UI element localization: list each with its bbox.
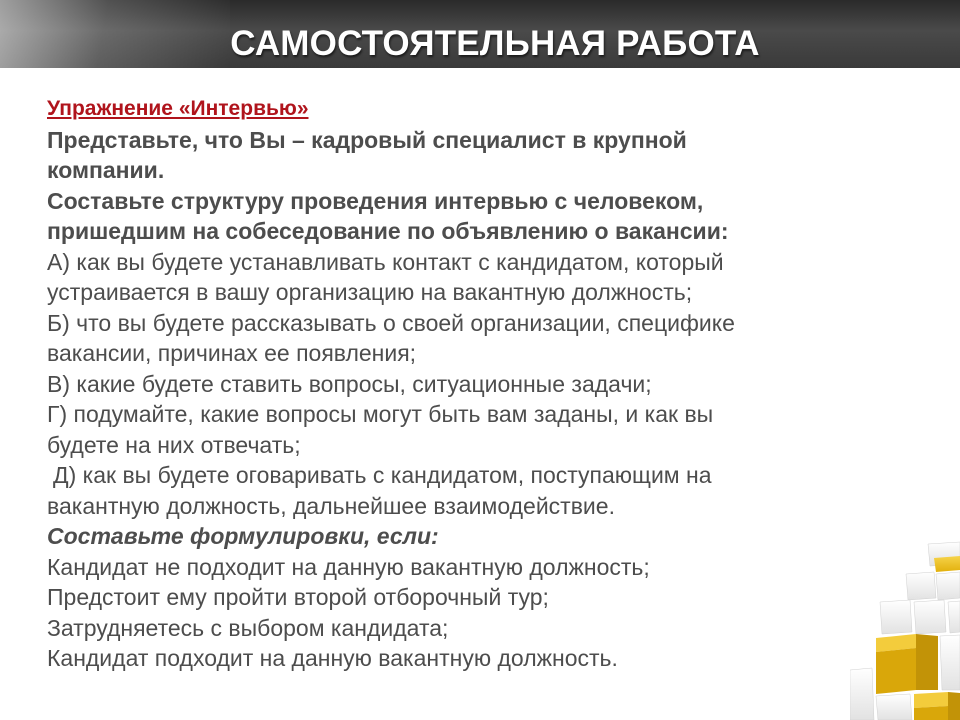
white-cube-3 <box>880 600 960 634</box>
item-e-line-1: Д) как вы будете оговаривать с кандидатом, поступающим на <box>53 462 712 488</box>
item-b-line-2: вакансии, причинах ее появления; <box>47 340 417 366</box>
item-e-line-2: вакантную должность, дальнейшее взаимодействие. <box>47 492 615 519</box>
case-3: Затрудняетесь с выбором кандидата; <box>47 614 449 641</box>
item-d-line-2: будете на них отвечать; <box>47 431 301 458</box>
task-line-1: Составьте структуру проведения интервью с человеком, <box>47 187 704 214</box>
case-2: Предстоит ему пройти второй отборочный тур; <box>47 584 549 610</box>
yellow-cube-2 <box>876 634 938 694</box>
case-1: Кандидат не подходит на данную вакантную должность; <box>47 553 650 580</box>
yellow-cube-1 <box>934 556 960 572</box>
title-bar <box>0 0 960 68</box>
case-4: Кандидат подходит на данную вакантную должность. <box>47 645 618 671</box>
decorative-cubes <box>850 540 960 720</box>
intro-line-2: компании. <box>47 157 165 183</box>
slide-content <box>47 94 877 674</box>
task-line-2: пришедшим на собеседование по объявлению о вакансии: <box>47 218 729 244</box>
slide-title: САМОСТОЯТЕЛЬНАЯ РАБОТА <box>230 24 760 63</box>
intro-line-1: Представьте, что Вы – кадровый специалист в крупной <box>47 126 687 153</box>
item-a-line-1: А) как вы будете устанавливать контакт с кандидатом, который <box>47 248 724 275</box>
item-a-line-2: устраивается в вашу организацию на вакантную должность; <box>47 279 693 305</box>
item-c: В) какие будете ставить вопросы, ситуационные задачи; <box>47 370 652 397</box>
yellow-cube-3 <box>914 692 960 720</box>
item-b-line-1: Б) что вы будете рассказывать о своей организации, специфике <box>47 309 735 336</box>
formulations-heading: Составьте формулировки, если: <box>47 523 439 549</box>
exercise-heading: Упражнение «Интервью» <box>47 97 309 120</box>
white-cube-2 <box>906 572 960 600</box>
white-cube-4 <box>940 635 960 690</box>
item-d-line-1: Г) подумайте, какие вопросы могут быть вам заданы, и как вы <box>47 401 714 427</box>
